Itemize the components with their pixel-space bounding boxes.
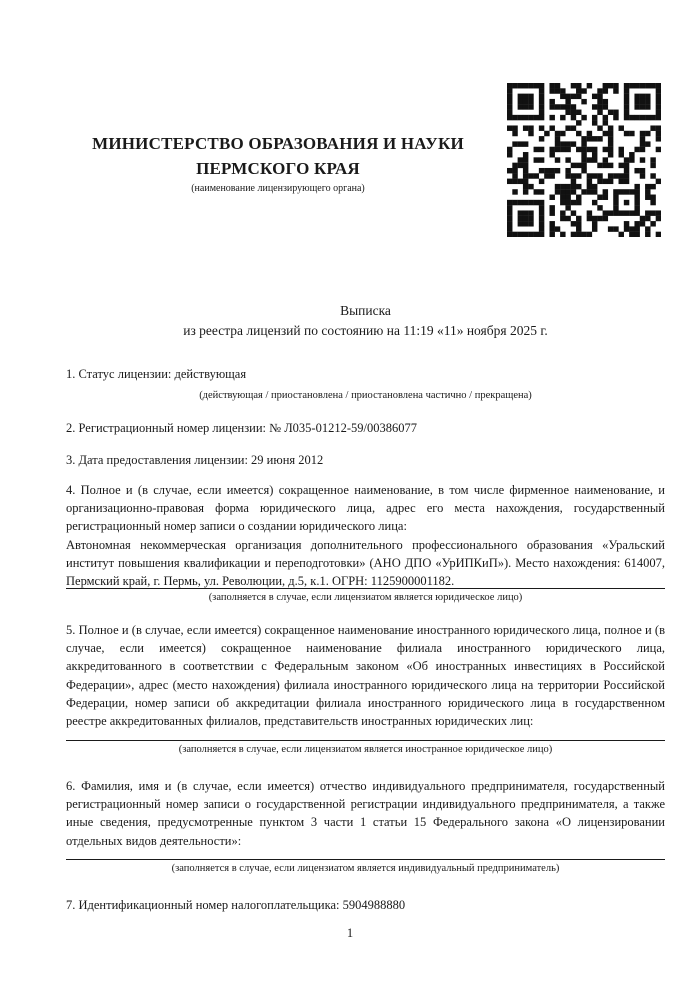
- item-foreign-entity: 5. Полное и (в случае, если имеется) сокращенное наименование иностранного юридического лица, полное и (в случае, если имеется) сокращенное наименование филиала иностранного юридического лица, аккредитованного в соответствии с Федеральным законом «Об иностранных инвестициях в Российской Федерации», адрес (место нахождения) филиала иностранного юридического лица на территории Российской Федерации, номер записи об аккредитации филиала иностранного юридического лица в государственном реестре аккредитованных филиалов, представительств иностранных юридических лиц:: [66, 623, 665, 729]
- item-individual-entrepreneur: 6. Фамилия, имя и (в случае, если имеется) отчество индивидуального предпринимателя, государственный регистрационный номер записи о государственной регистрации индивидуального предпринимателя, а также иные сведения, предусмотренные пунктом 3 части 1 статьи 15 Федерального закона «О лицензировании отдельных видов деятельности»:: [66, 779, 665, 848]
- item-license-status: 1. Статус лицензии: действующая: [66, 367, 247, 381]
- foreign-entity-fill-note: (заполняется в случае, если лицензиатом является иностранное юридическое лицо): [66, 740, 665, 756]
- item-legal-entity-value: Автономная некоммерческая организация дополнительного профессионального образования «Уральский институт повышения квалификации и переподготовки» (АНО ДПО «УрИПКиП»). Место нахождения: 614007, Пермский край, г. Пермь, ул. Революции, д.5, к.1. ОГРН: 1125900001182.: [66, 537, 665, 589]
- individual-fill-note: (заполняется в случае, если лицензиатом является индивидуальный предприниматель): [66, 859, 665, 875]
- document-title: [66, 301, 665, 341]
- item-grant-date: 3. Дата предоставления лицензии: 29 июня 2012: [66, 453, 324, 467]
- item-legal-entity-label: 4. Полное и (в случае, если имеется) сокращенное наименование, в том числе фирменное наименование, и организационно-правовая форма юридического лица, адрес его места нахождения, государственный регистрационный номер записи о создании юридического лица:: [66, 483, 665, 534]
- item-license-status-caption: (действующая / приостановлена / приостановлена частично / прекращена): [199, 390, 532, 401]
- page-number: 1: [346, 926, 354, 940]
- issuing-authority-header: [66, 131, 490, 195]
- ministry-name-line1: МИНИСТЕРСТВО ОБРАЗОВАНИЯ И НАУКИ: [92, 134, 464, 153]
- item-taxpayer-id: 7. Идентификационный номер налогоплательщика: 5904988880: [66, 898, 406, 912]
- qr-code-icon: [507, 83, 661, 237]
- legal-entity-fill-note: (заполняется в случае, если лицензиатом является юридическое лицо): [66, 588, 665, 604]
- ministry-caption: (наименование лицензирующего органа): [191, 183, 365, 194]
- item-legal-entity: [66, 481, 665, 590]
- item-registration-number: 2. Регистрационный номер лицензии: № Л035-01212-59/00386077: [66, 421, 417, 435]
- ministry-name-line2: ПЕРМСКОГО КРАЯ: [196, 159, 360, 178]
- document-title-line2: из реестра лицензий по состоянию на 11:19 «11» ноября 2025 г.: [183, 323, 548, 338]
- document-title-line1: Выписка: [340, 303, 391, 318]
